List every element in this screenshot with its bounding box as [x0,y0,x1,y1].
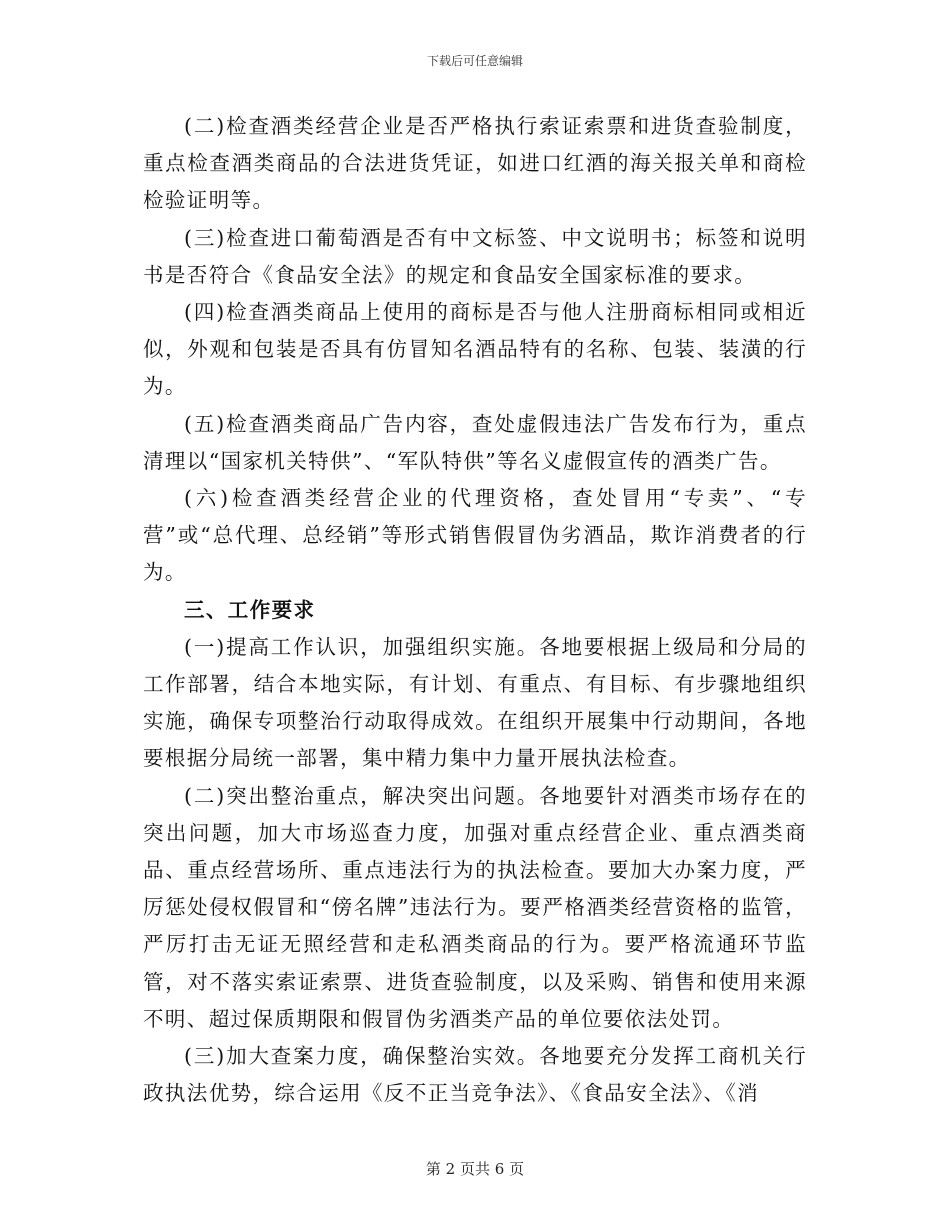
paragraph-requirement-1: (一)提高工作认识，加强组织实施。各地要根据上级局和分局的工作部署，结合本地实际，有计划、有重点、有目标、有步骤地组织实施，确保专项整治行动取得成效。在组织开展集中行动期间，各地要根据分局统一部署，集中精力集中力量开展执法检查。 [143,634,807,771]
page-header: 下载后可任意编辑 [426,54,523,68]
paragraph-inspection-6: (六)检查酒类经营企业的代理资格，查处冒用“专卖”、“专营”或“总代理、总经销”等形式销售假冒伪劣酒品，欺诈消费者的行为。 [143,486,807,585]
paragraph-inspection-5: (五)检查酒类商品广告内容，查处虚假违法广告发布行为，重点清理以“国家机关特供”、“军队特供”等名义虚假宣传的酒类广告。 [143,411,807,473]
document-body [143,108,807,1112]
paragraph-inspection-3: (三)检查进口葡萄酒是否有中文标签、中文说明书；标签和说明书是否符合《食品安全法》的规定和食品安全国家标准的要求。 [143,225,807,287]
paragraph-requirement-3: (三)加大查案力度，确保整治实效。各地要充分发挥工商机关行政执法优势，综合运用《反不正当竞争法》、《食品安全法》、《消 [143,1044,807,1106]
paragraph-inspection-2: (二)检查酒类经营企业是否严格执行索证索票和进货查验制度，重点检查酒类商品的合法进货凭证，如进口红酒的海关报关单和商检检验证明等。 [143,114,807,213]
paragraph-inspection-4: (四)检查酒类商品上使用的商标是否与他人注册商标相同或相近似，外观和包装是否具有仿冒知名酒品特有的名称、包装、装潢的行为。 [143,300,807,399]
paragraph-requirement-2: (二)突出整治重点，解决突出问题。各地要针对酒类市场存在的突出问题，加大市场巡查力度，加强对重点经营企业、重点酒类商品、重点经营场所、重点违法行为的执法检查。要加大办案力度，严厉惩处侵权假冒和“傍名牌”违法行为。要严格酒类经营资格的监管，严厉打击无证无照经营和走私酒类商品的行为。要严格流通环节监管，对不落实索证索票、进货查验制度，以及采购、销售和使用来源不明、超过保质期限和假冒伪劣酒类产品的单位要依法处罚。 [143,783,807,1031]
page-footer: 第 2 页共 6 页 [425,1160,525,1178]
section-heading: 三、工作要求 [184,597,316,622]
